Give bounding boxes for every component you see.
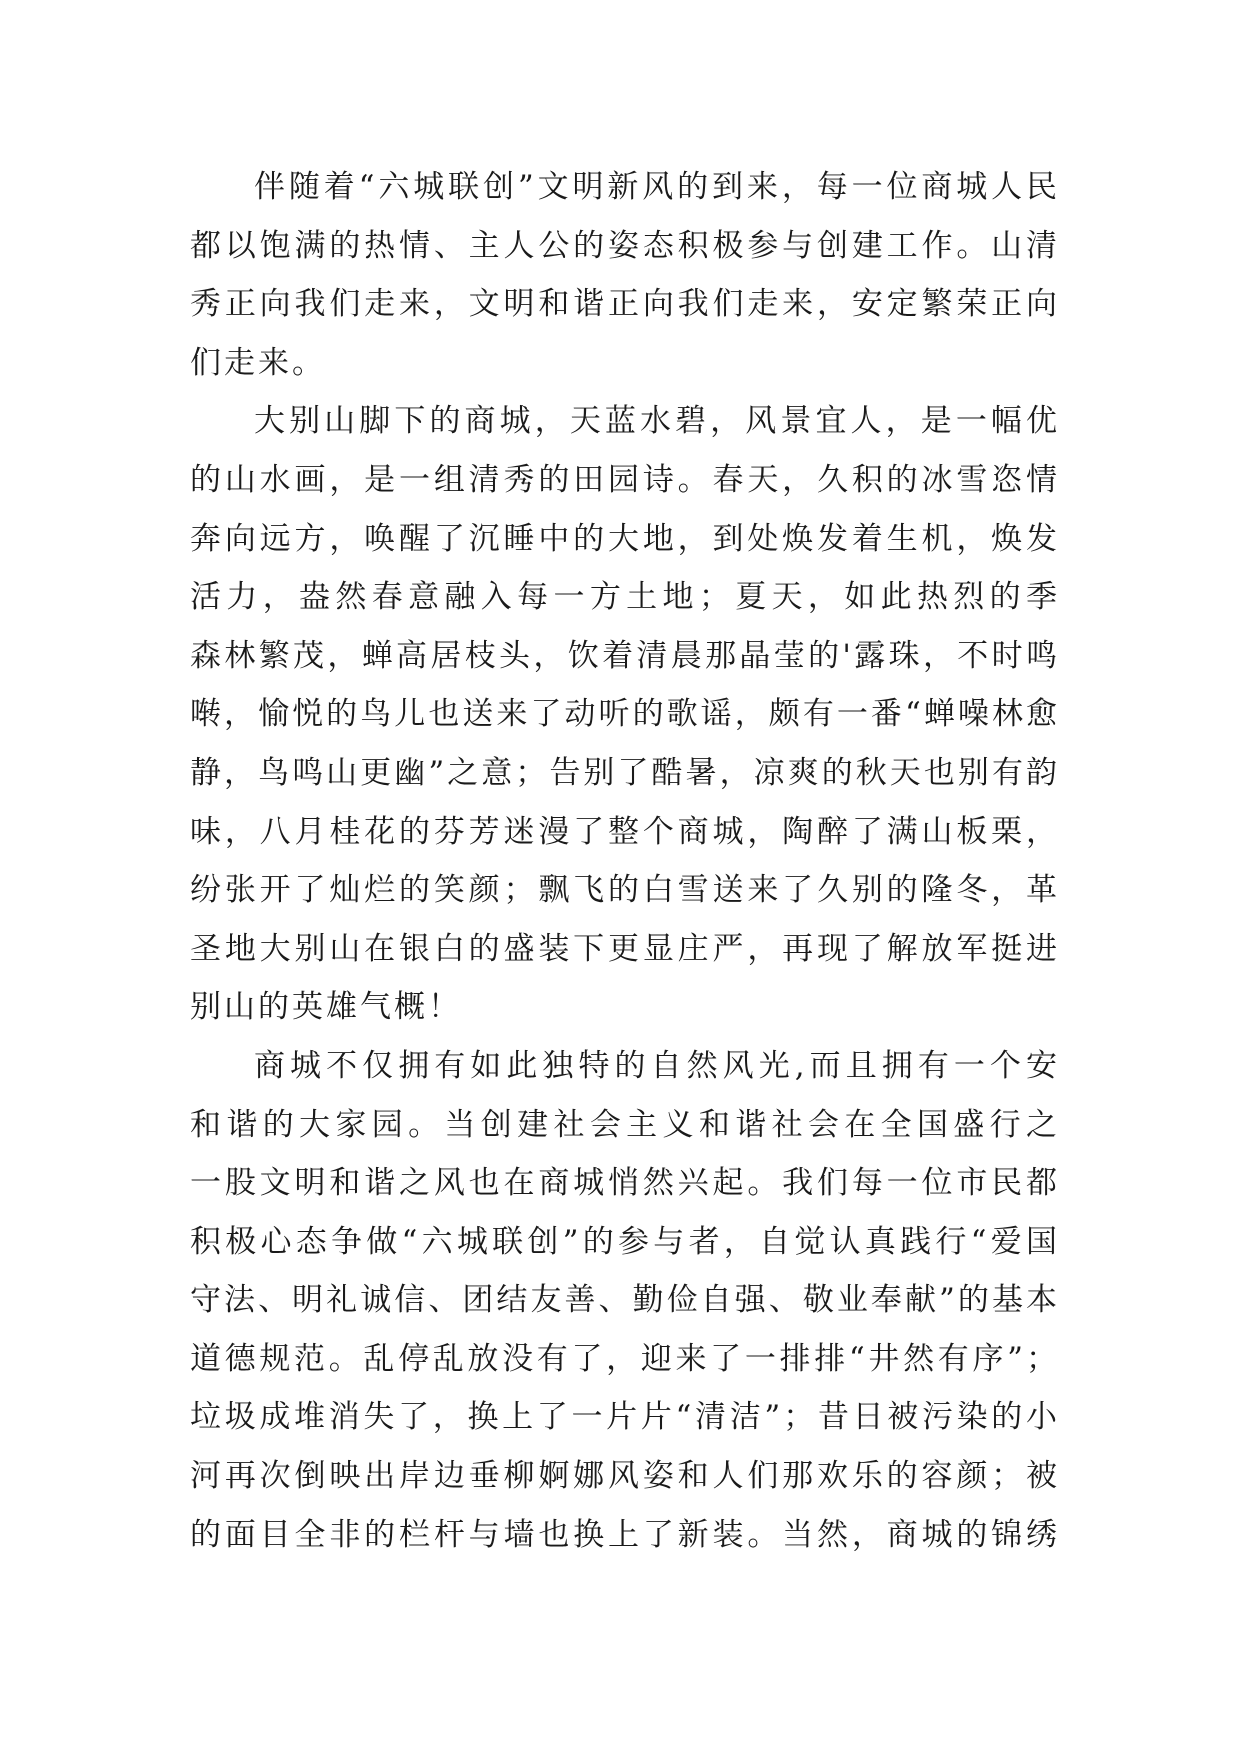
paragraph-2-line-6: 啭，愉悦的鸟儿也送来了动听的歌谣，颇有一番“蝉噪林愈 bbox=[190, 696, 1060, 733]
body-text bbox=[190, 158, 1060, 1564]
paragraph-3-line-1: 商城不仅拥有如此独特的自然风光,而且拥有一个安 bbox=[254, 1047, 1060, 1084]
paragraph-2-line-1: 大别山脚下的商城，天蓝水碧，风景宜人，是一幅优 bbox=[254, 403, 1060, 440]
paragraph-3-line-2: 和谐的大家园。当创建社会主义和谐社会在全国盛行之 bbox=[190, 1106, 1060, 1143]
paragraph-3-line-5: 守法、明礼诚信、团结友善、勤俭自强、敬业奉献”的基本 bbox=[190, 1282, 1060, 1319]
paragraph-2-line-9: 纷张开了灿烂的笑颜；飘飞的白雪送来了久别的隆冬，革 bbox=[190, 872, 1060, 909]
paragraph-2-line-8: 味，八月桂花的芬芳迷漫了整个商城，陶醉了满山板栗， bbox=[190, 813, 1060, 850]
paragraph-2-line-10: 圣地大别山在银白的盛装下更显庄严，再现了解放军挺进 bbox=[190, 930, 1060, 967]
paragraph-2-line-11: 别山的英雄气概！ bbox=[190, 989, 462, 1026]
paragraph-1-line-4: 们走来。 bbox=[190, 344, 326, 381]
paragraph-3-line-9: 的面目全非的栏杆与墙也换上了新装。当然，商城的锦绣 bbox=[190, 1516, 1060, 1553]
paragraph-2-line-7: 静，鸟鸣山更幽”之意；告别了酷暑，凉爽的秋天也别有韵 bbox=[190, 754, 1060, 791]
paragraph-3-line-7: 垃圾成堆消失了，换上了一片片“清洁”；昔日被污染的小 bbox=[190, 1399, 1060, 1436]
paragraph-3-line-6: 道德规范。乱停乱放没有了，迎来了一排排“井然有序”； bbox=[190, 1340, 1060, 1377]
paragraph-3-line-3: 一股文明和谐之风也在商城悄然兴起。我们每一位市民都 bbox=[190, 1165, 1060, 1202]
paragraph-1-line-2: 都以饱满的热情、主人公的姿态积极参与创建工作。山清 bbox=[190, 227, 1060, 264]
paragraph-3-line-4: 积极心态争做“六城联创”的参与者，自觉认真践行“爱国 bbox=[190, 1223, 1060, 1260]
paragraph-1-line-3: 秀正向我们走来，文明和谐正向我们走来，安定繁荣正向 bbox=[190, 286, 1060, 323]
paragraph-2-line-3: 奔向远方，唤醒了沉睡中的大地，到处焕发着生机，焕发 bbox=[190, 520, 1060, 557]
paragraph-2-line-4: 活力，盎然春意融入每一方土地；夏天，如此热烈的季 bbox=[190, 579, 1060, 616]
paragraph-3-line-8: 河再次倒映出岸边垂柳婀娜风姿和人们那欢乐的容颜；被 bbox=[190, 1458, 1060, 1495]
paragraph-1-line-1: 伴随着“六城联创”文明新风的到来，每一位商城人民 bbox=[254, 169, 1060, 205]
paragraph-2-line-5: 森林繁茂，蝉高居枝头，饮着清晨那晶莹的'露珠，不时鸣 bbox=[190, 637, 1060, 674]
paragraph-2-line-2: 的山水画，是一组清秀的田园诗。春天，久积的冰雪恣情 bbox=[190, 461, 1060, 498]
